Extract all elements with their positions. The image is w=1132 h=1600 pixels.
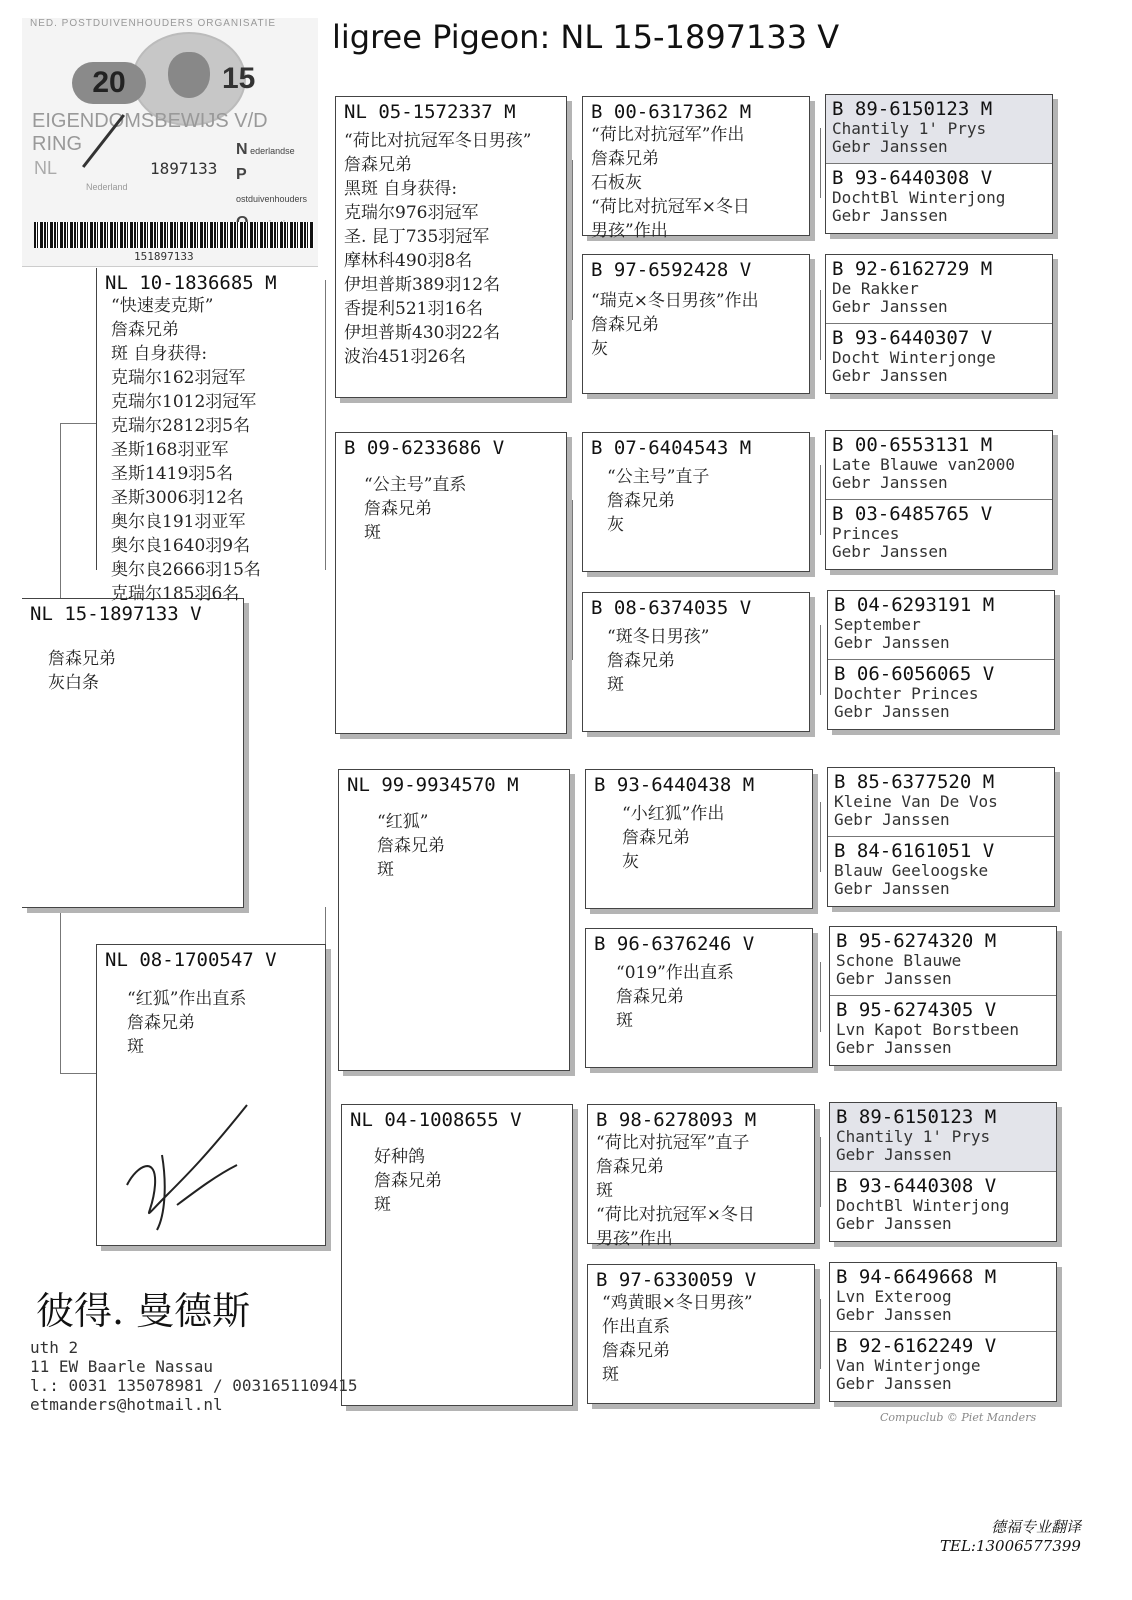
dam-line: 斑 — [127, 1037, 144, 1057]
gen4-breeder: Gebr Janssen — [832, 297, 948, 316]
gen4-ring: B 95-6274305 V — [836, 999, 997, 1021]
gen3-box — [582, 432, 810, 572]
gen4-ring: B 03-6485765 V — [832, 503, 993, 525]
gen4-name: Late Blauwe van2000 — [832, 455, 1016, 474]
gen2-line: 黑斑 自身获得: — [344, 179, 458, 199]
connector-line — [820, 1299, 821, 1369]
gen4-ring: B 06-6056065 V — [834, 663, 995, 685]
gen4-name: Kleine Van De Vos — [834, 792, 998, 811]
gen2-box — [338, 769, 570, 1071]
gen3-line: 灰 — [622, 852, 639, 872]
gen2-ring: NL 99-9934570 M — [347, 774, 519, 796]
connector-line — [820, 128, 821, 198]
subject-box — [22, 598, 244, 908]
gen4-name: Schone Blauwe — [836, 951, 962, 970]
gen4-breeder: Gebr Janssen — [832, 542, 948, 561]
gen2-line: 伊坦普斯389羽12名 — [344, 275, 501, 295]
sire-line: 斑 自身获得: — [111, 344, 208, 364]
gen2-box — [335, 96, 567, 398]
gen4-pair — [825, 254, 1053, 394]
npo-line: ostduivenhouders — [236, 194, 308, 204]
sire-line: 奥尔良191羽亚军 — [111, 512, 246, 532]
gen4-ring: B 94-6649668 M — [836, 1266, 997, 1288]
gen4-ring: B 89-6150123 M — [836, 1106, 997, 1128]
gen4-pair — [829, 1262, 1057, 1402]
sire-line: 圣斯1419羽5名 — [111, 464, 234, 484]
gen4-ring: B 95-6274320 M — [836, 930, 997, 952]
gen3-box — [587, 1264, 815, 1404]
page-title: ligree Pigeon: NL 15-1897133 V — [332, 18, 840, 56]
subject-line: 灰白条 — [48, 673, 99, 693]
card-ownership-title: EIGENDOMSBEWIJS V/D RING — [32, 110, 268, 155]
gen3-line: 男孩”作出 — [596, 1229, 673, 1249]
gen3-line: “公主号”直子 — [607, 467, 710, 487]
gen3-line: 斑 — [596, 1181, 613, 1201]
connector-line — [60, 1073, 96, 1074]
gen4-cell — [828, 591, 1054, 659]
gen4-cell — [830, 1171, 1056, 1243]
gen3-box — [585, 928, 813, 1068]
gen3-ring: B 96-6376246 V — [594, 933, 755, 955]
sire-line: 圣斯168羽亚军 — [111, 440, 229, 460]
gen4-ring: B 92-6162729 M — [832, 258, 993, 280]
gen2-line: 詹森兄弟 — [364, 499, 432, 519]
gen3-line: 詹森兄弟 — [596, 1157, 664, 1177]
gen2-line: “红狐” — [377, 812, 429, 832]
owner-name: 彼得. 曼德斯 — [36, 1289, 251, 1333]
sire-line: “快速麦克斯” — [111, 296, 214, 316]
sire-box — [96, 268, 322, 604]
gen3-box — [585, 769, 813, 909]
gen4-name: Lvn Kapot Borstbeen — [836, 1020, 1020, 1039]
connector-line — [820, 802, 821, 872]
gen4-name: Lvn Exteroog — [836, 1287, 952, 1306]
gen4-cell — [826, 255, 1052, 323]
sire-line: 圣斯3006羽12名 — [111, 488, 244, 508]
gen3-line: 石板灰 — [591, 173, 642, 193]
connector-line — [820, 962, 821, 1032]
gen2-line: 斑 — [364, 523, 381, 543]
gen4-breeder: Gebr Janssen — [832, 206, 948, 225]
gen4-breeder: Gebr Janssen — [832, 473, 948, 492]
gen3-ring: B 98-6278093 M — [596, 1109, 757, 1131]
gen4-breeder: Gebr Janssen — [836, 1305, 952, 1324]
connector-line — [572, 160, 573, 320]
gen3-line: 詹森兄弟 — [602, 1341, 670, 1361]
gen3-line: 灰 — [591, 339, 608, 359]
gen2-ring: NL 04-1008655 V — [350, 1109, 522, 1131]
gen4-name: De Rakker — [832, 279, 919, 298]
connector-line — [820, 290, 821, 360]
gen2-line: 好种鸽 — [374, 1147, 425, 1167]
gen3-ring: B 97-6592428 V — [591, 259, 752, 281]
gen3-line: 詹森兄弟 — [607, 651, 675, 671]
gen2-ring: NL 05-1572337 M — [344, 101, 516, 123]
software-credit: Compuclub © Piet Manders — [880, 1411, 1037, 1424]
gen4-cell — [830, 995, 1056, 1067]
dam-line: “红狐”作出直系 — [127, 989, 247, 1009]
card-ring-number: 1897133 — [150, 159, 218, 178]
npo-letter: P — [236, 166, 247, 183]
gen4-ring: B 84-6161051 V — [834, 840, 995, 862]
address-line: 11 EW Baarle Nassau — [30, 1357, 214, 1376]
gen2-ring: B 09-6233686 V — [344, 437, 505, 459]
card-org: NED. POSTDUIVENHOUDERS ORGANISATIE — [30, 18, 277, 29]
sire-line: 奥尔良2666羽15名 — [111, 560, 261, 580]
gen4-ring: B 92-6162249 V — [836, 1335, 997, 1357]
gen4-name: Chantily 1' Prys — [832, 119, 987, 138]
owner-address — [30, 1338, 358, 1414]
signature-mark — [107, 1095, 257, 1235]
gen3-line: “斑冬日男孩” — [607, 627, 710, 647]
gen4-name: Dochter Princes — [834, 684, 979, 703]
gen4-cell — [826, 163, 1052, 235]
gen3-box — [587, 1104, 815, 1249]
gen2-line: “荷比对抗冠军冬日男孩” — [344, 131, 532, 151]
translator-stamp — [940, 1516, 1081, 1555]
gen2-line: 斑 — [374, 1195, 391, 1215]
gen3-line: 詹森兄弟 — [591, 149, 659, 169]
dam-ring: NL 08-1700547 V — [105, 949, 277, 971]
gen4-pair — [827, 767, 1055, 907]
card-country: NL — [34, 158, 58, 178]
gen2-line: 波治451羽26名 — [344, 347, 467, 367]
gen2-line: 摩林科490羽8名 — [344, 251, 473, 271]
gen4-breeder: Gebr Janssen — [832, 366, 948, 385]
dam-line: 詹森兄弟 — [127, 1013, 195, 1033]
gen2-line: “公主号”直系 — [364, 475, 467, 495]
sire-line: 詹森兄弟 — [111, 320, 179, 340]
gen4-ring: B 93-6440308 V — [832, 167, 993, 189]
gen4-name: Blauw Geeloogske — [834, 861, 989, 880]
gen3-line: “荷比对抗冠军×冬日 — [596, 1205, 755, 1225]
gen3-ring: B 97-6330059 V — [596, 1269, 757, 1291]
gen4-cell — [826, 499, 1052, 571]
gen2-line: 詹森兄弟 — [344, 155, 412, 175]
gen2-box — [335, 432, 567, 734]
gen4-name: September — [834, 615, 921, 634]
gen4-pair — [825, 430, 1053, 570]
card-year-right: 15 — [222, 62, 256, 95]
gen3-line: 斑 — [607, 675, 624, 695]
gen4-name: DochtBl Winterjong — [832, 188, 1006, 207]
gen3-line: 男孩”作出 — [591, 221, 668, 241]
gen3-ring: B 93-6440438 M — [594, 774, 755, 796]
gen4-breeder: Gebr Janssen — [836, 1374, 952, 1393]
gen3-line: “荷比对抗冠军”直子 — [596, 1133, 750, 1153]
gen4-name: Princes — [832, 524, 900, 543]
gen3-line: 詹森兄弟 — [616, 987, 684, 1007]
gen4-breeder: Gebr Janssen — [832, 137, 948, 156]
gen4-cell — [830, 1103, 1056, 1171]
gen3-ring: B 08-6374035 V — [591, 597, 752, 619]
connector-line — [325, 280, 326, 570]
gen4-pair — [829, 1102, 1057, 1242]
subject-line: 詹森兄弟 — [48, 649, 116, 669]
gen4-breeder: Gebr Janssen — [834, 879, 950, 898]
gen4-cell — [828, 836, 1054, 908]
gen3-line: 作出直系 — [602, 1317, 670, 1337]
card-origin: Nederland — [86, 182, 128, 192]
ownership-card — [22, 18, 318, 267]
gen2-line: 詹森兄弟 — [374, 1171, 442, 1191]
gen3-line: “荷比对抗冠军”作出 — [591, 125, 745, 145]
gen4-ring: B 00-6553131 M — [832, 434, 993, 456]
gen4-cell — [826, 95, 1052, 163]
gen4-breeder: Gebr Janssen — [836, 1214, 952, 1233]
sire-line: 克瑞尔2812羽5名 — [111, 416, 251, 436]
connector-line — [572, 500, 573, 660]
gen4-ring: B 93-6440307 V — [832, 327, 993, 349]
connector-line — [820, 625, 821, 695]
gen3-line: “瑞克×冬日男孩”作出 — [591, 291, 759, 311]
gen4-pair — [829, 926, 1057, 1066]
translator-tel: TEL:13006577399 — [940, 1537, 1081, 1555]
barcode — [34, 222, 314, 248]
gen4-name: Van Winterjonge — [836, 1356, 981, 1375]
gen4-cell — [826, 431, 1052, 499]
gen3-line: 詹森兄弟 — [607, 491, 675, 511]
gen4-ring: B 93-6440308 V — [836, 1175, 997, 1197]
gen3-box — [582, 592, 810, 732]
gen3-line: 斑 — [602, 1365, 619, 1385]
address-line: uth 2 — [30, 1338, 79, 1357]
address-line: etmanders@hotmail.nl — [30, 1395, 223, 1414]
gen4-ring: B 89-6150123 M — [832, 98, 993, 120]
gen4-breeder: Gebr Janssen — [836, 969, 952, 988]
gen4-breeder: Gebr Janssen — [834, 702, 950, 721]
gen3-line: “鸡黄眼×冬日男孩” — [602, 1293, 753, 1313]
address-line: l.: 0031 135078981 / 0031651109415 — [30, 1376, 358, 1395]
gen4-cell — [830, 1263, 1056, 1331]
gen2-line: 香提利521羽16名 — [344, 299, 484, 319]
gen3-line: 詹森兄弟 — [622, 828, 690, 848]
gen3-box — [582, 96, 810, 241]
gen4-name: DochtBl Winterjong — [836, 1196, 1010, 1215]
npo-line: ederlandse — [250, 146, 295, 156]
gen4-cell — [830, 927, 1056, 995]
gen4-name: Docht Winterjonge — [832, 348, 996, 367]
connector-line — [820, 1137, 821, 1207]
gen3-line: “019”作出直系 — [616, 963, 734, 983]
gen3-ring: B 00-6317362 M — [591, 101, 752, 123]
barcode-number: 151897133 — [134, 250, 194, 263]
gen4-cell — [826, 323, 1052, 395]
gen4-breeder: Gebr Janssen — [834, 633, 950, 652]
connector-line — [572, 840, 573, 1000]
gen2-line: 斑 — [377, 860, 394, 880]
subject-ring: NL 15-1897133 V — [30, 603, 202, 625]
dam-box — [96, 944, 326, 1246]
gen3-line: “荷比对抗冠军×冬日 — [591, 197, 750, 217]
gen4-breeder: Gebr Janssen — [834, 810, 950, 829]
gen4-pair — [825, 94, 1053, 234]
sire-ring: NL 10-1836685 M — [105, 272, 277, 294]
gen4-ring: B 85-6377520 M — [834, 771, 995, 793]
gen3-line: “小红狐”作出 — [622, 804, 725, 824]
gen3-line: 灰 — [607, 515, 624, 535]
gen3-line: 斑 — [616, 1011, 633, 1031]
card-year-left: 20 — [72, 62, 146, 104]
gen3-line: 詹森兄弟 — [591, 315, 659, 335]
gen4-pair — [827, 590, 1055, 730]
gen2-box — [341, 1104, 573, 1406]
gen4-cell — [830, 1331, 1056, 1403]
gen4-breeder: Gebr Janssen — [836, 1038, 952, 1057]
gen4-cell — [828, 659, 1054, 731]
sire-line: 克瑞尔1012羽冠军 — [111, 392, 257, 412]
gen4-ring: B 04-6293191 M — [834, 594, 995, 616]
sire-line: 奥尔良1640羽9名 — [111, 536, 251, 556]
gen2-line: 圣. 昆丁735羽冠军 — [344, 227, 490, 247]
translator-name: 德福专业翻译 — [990, 1518, 1081, 1536]
gen3-ring: B 07-6404543 M — [591, 437, 752, 459]
gen2-line: 詹森兄弟 — [377, 836, 445, 856]
sire-line: 克瑞尔162羽冠军 — [111, 368, 246, 388]
npo-letter: N — [236, 141, 248, 158]
connector-line — [820, 465, 821, 535]
gen4-breeder: Gebr Janssen — [836, 1145, 952, 1164]
gen2-line: 伊坦普斯430羽22名 — [344, 323, 501, 343]
gen4-name: Chantily 1' Prys — [836, 1127, 991, 1146]
connector-line — [60, 423, 96, 424]
gen3-box — [582, 254, 810, 394]
gen4-cell — [828, 768, 1054, 836]
gen2-line: 克瑞尔976羽冠军 — [344, 203, 479, 223]
sire-line: 克瑞尔185羽6名 — [111, 584, 240, 604]
